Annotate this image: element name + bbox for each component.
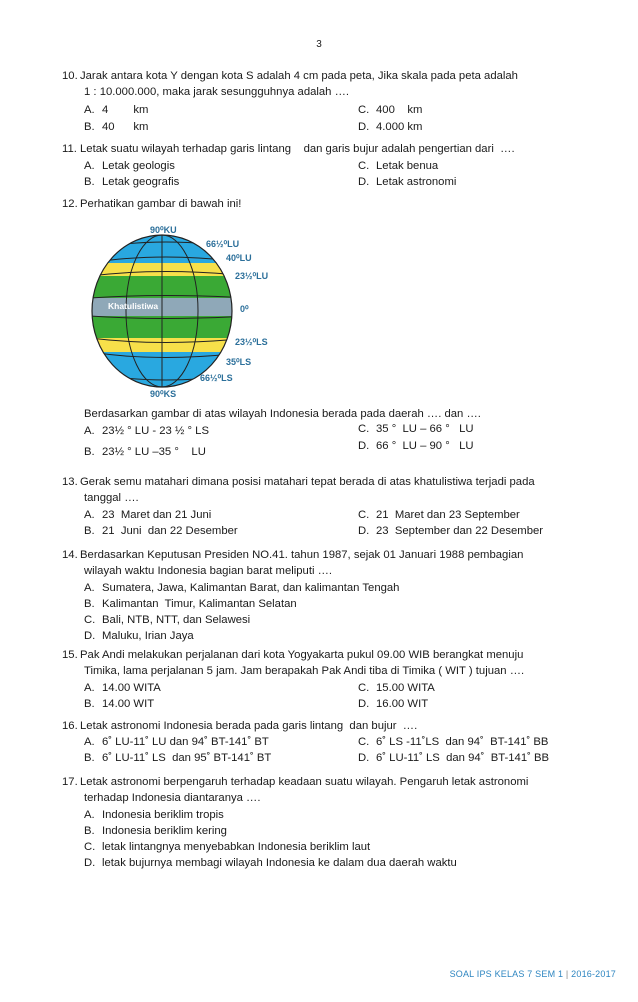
question-11: [62, 143, 582, 188]
option-c[interactable]: C. 6˚ LS -11˚LS dan 94˚ BT-141˚ BB: [358, 736, 549, 748]
option-c[interactable]: C. Letak benua: [358, 160, 439, 172]
option-b[interactable]: B. 40 km: [84, 121, 149, 133]
question-text-cont: 1 : 10.000.000, maka jarak sesungguhnya adalah ….: [84, 86, 350, 98]
label-90ku: 90⁰KU: [150, 225, 177, 235]
option-a[interactable]: A. 14.00 WITA: [84, 682, 161, 694]
label-23lu: 23½⁰LU: [235, 271, 269, 281]
option-d[interactable]: D. 6˚ LU-11˚ LS dan 94˚ BT-141˚ BB: [358, 752, 550, 764]
equator-label: Khatulistiwa: [108, 301, 159, 311]
question-text-cont: tanggal ….: [84, 492, 139, 504]
question-17: [62, 776, 582, 869]
option-a[interactable]: A. Sumatera, Jawa, Kalimantan Barat, dan kalimantan Tengah: [84, 582, 400, 594]
option-d[interactable]: D. 66 ° LU – 90 ° LU: [358, 440, 474, 452]
tropical-band-south: [90, 316, 250, 338]
question-number: 14.: [62, 549, 78, 561]
question-13: [62, 476, 582, 537]
option-d[interactable]: D. 16.00 WIT: [358, 698, 429, 710]
question-text-cont: wilayah waktu Indonesia bagian barat meliputi ….: [84, 565, 333, 577]
question-text: Jarak antara kota Y dengan kota S adalah 4 cm pada peta, Jika skala pada peta adalah: [80, 70, 518, 82]
question-16: [62, 720, 582, 764]
option-c[interactable]: C. 15.00 WITA: [358, 682, 435, 694]
question-12-options: [62, 408, 582, 458]
question-15: [62, 649, 582, 710]
label-23ls: 23½⁰LS: [235, 337, 268, 347]
option-a[interactable]: A. 23½ ° LU - 23 ½ ° LS: [84, 425, 210, 437]
option-b[interactable]: B. Letak geografis: [84, 176, 180, 188]
option-c[interactable]: C. 35 ° LU – 66 ° LU: [358, 423, 474, 435]
temperate-band-north: [90, 263, 250, 276]
question-12: [62, 198, 582, 211]
question-text: Letak astronomi Indonesia berada pada garis lintang dan bujur ….: [80, 720, 418, 732]
question-text-cont: Timika, lama perjalanan 5 jam. Jam berapakah Pak Andi tiba di Timika ( WIT ) tujuan ….: [84, 665, 525, 677]
question-number: 12.: [62, 198, 78, 210]
option-c[interactable]: C. letak lintangnya menyebabkan Indonesia beriklim laut: [84, 841, 371, 853]
label-35ls: 35⁰LS: [226, 357, 252, 367]
latitude-globe-diagram: [90, 223, 290, 399]
question-number: 17.: [62, 776, 78, 788]
question-text-cont: Berdasarkan gambar di atas wilayah Indonesia berada pada daerah …. dan ….: [84, 408, 481, 420]
option-c[interactable]: C. Bali, NTB, NTT, dan Selawesi: [84, 614, 251, 626]
option-a[interactable]: A. Indonesia beriklim tropis: [84, 809, 224, 821]
option-c[interactable]: C. 21 Maret dan 23 September: [358, 509, 520, 521]
option-b[interactable]: B. 23½ ° LU –35 ° LU: [84, 446, 206, 458]
question-10: [62, 70, 582, 133]
option-d[interactable]: D. letak bujurnya membagi wilayah Indonesia ke dalam dua daerah waktu: [84, 857, 457, 869]
page-footer: [450, 968, 616, 981]
question-number: 11.: [62, 143, 77, 155]
label-90ks: 90⁰KS: [150, 389, 177, 399]
option-d[interactable]: D. Letak astronomi: [358, 176, 457, 188]
option-a[interactable]: A. 23 Maret dan 21 Juni: [84, 509, 212, 521]
option-b[interactable]: B. 6˚ LU-11˚ LS dan 95˚ BT-141˚ BT: [84, 752, 272, 764]
label-66lu: 66½⁰LU: [206, 239, 240, 249]
footer-course: SOAL IPS KELAS 7 SEM 1: [449, 969, 564, 979]
question-text: Perhatikan gambar di bawah ini!: [80, 198, 242, 210]
label-66ls: 66½⁰LS: [200, 373, 233, 383]
option-a[interactable]: A. Letak geologis: [84, 160, 175, 172]
option-d[interactable]: D. 4.000 km: [358, 121, 423, 133]
option-a[interactable]: A. 6˚ LU-11˚ LU dan 94˚ BT-141˚ BT: [84, 736, 269, 748]
question-text: Pak Andi melakukan perjalanan dari kota Yogyakarta pukul 09.00 WIB berangkat menuju: [80, 649, 524, 661]
question-number: 16.: [62, 720, 78, 732]
question-number: 15.: [62, 649, 78, 661]
option-b[interactable]: B. 21 Juni dan 22 Desember: [84, 525, 238, 537]
question-14: [62, 549, 582, 642]
question-text: Letak astronomi berpengaruh terhadap keadaan suatu wilayah. Pengaruh letak astronomi: [80, 776, 529, 788]
option-d[interactable]: D. Maluku, Irian Jaya: [84, 630, 194, 642]
question-text: Berdasarkan Keputusan Presiden NO.41. tahun 1987, sejak 01 Januari 1988 pembagian: [80, 549, 524, 561]
question-text: Letak suatu wilayah terhadap garis lintang dan garis bujur adalah pengertian dari ….: [80, 143, 515, 155]
page-number: 3: [316, 39, 322, 50]
question-text-cont: terhadap Indonesia diantaranya ….: [84, 792, 261, 804]
option-b[interactable]: B. Kalimantan Timur, Kalimantan Selatan: [84, 598, 297, 610]
option-d[interactable]: D. 23 September dan 22 Desember: [358, 525, 544, 537]
question-text: Gerak semu matahari dimana posisi matahari tepat berada di atas khatulistiwa terjadi pada: [80, 476, 535, 488]
option-b[interactable]: B. 14.00 WIT: [84, 698, 155, 710]
option-b[interactable]: B. Indonesia beriklim kering: [84, 825, 227, 837]
footer-year: 2016-2017: [571, 969, 616, 979]
label-40lu: 40⁰LU: [226, 253, 252, 263]
question-number: 13.: [62, 476, 78, 488]
option-a[interactable]: A. 4 km: [84, 104, 149, 116]
question-number: 10.: [62, 70, 78, 82]
option-c[interactable]: C. 400 km: [358, 104, 423, 116]
label-0: 0⁰: [240, 304, 249, 314]
footer-separator: |: [565, 969, 569, 979]
